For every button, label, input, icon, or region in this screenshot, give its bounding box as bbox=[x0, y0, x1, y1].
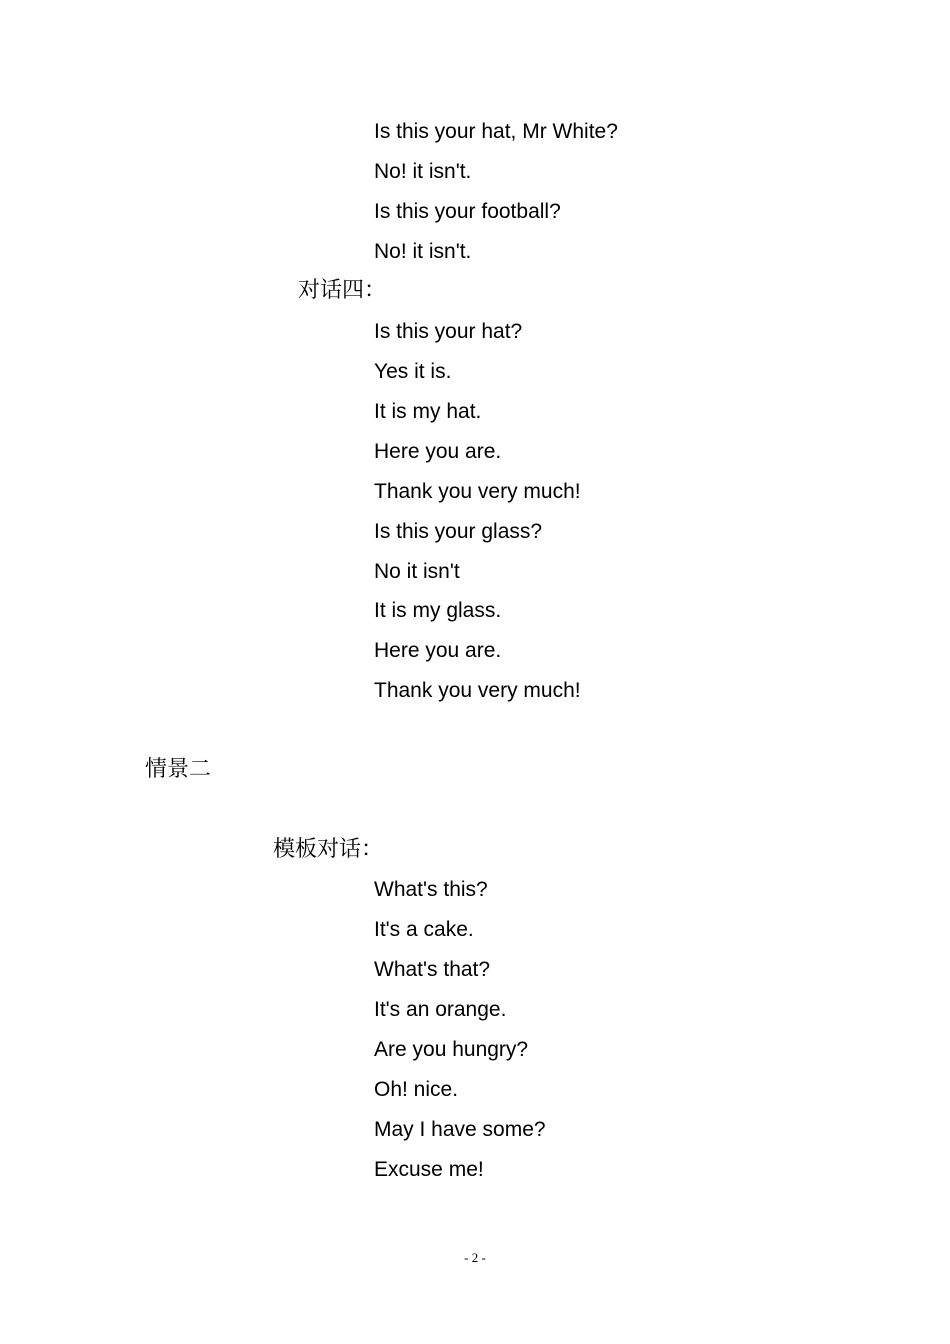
template-dialogue-heading: 模板对话： bbox=[273, 837, 384, 862]
dialogue-line: It is my hat. bbox=[374, 400, 482, 423]
dialogue-line: It's an orange. bbox=[374, 998, 507, 1021]
dialogue-line: Thank you very much! bbox=[374, 480, 581, 503]
dialogue-line: What's this? bbox=[374, 878, 488, 901]
dialogue-line: No it isn't bbox=[374, 560, 460, 583]
dialogue-line: Is this your hat, Mr White? bbox=[374, 120, 618, 143]
dialogue-line: Oh! nice. bbox=[374, 1078, 459, 1101]
scene-two-heading: 情景二 bbox=[145, 757, 212, 782]
dialogue-line: Here you are. bbox=[374, 440, 502, 463]
dialogue-line: Thank you very much! bbox=[374, 679, 581, 702]
dialogue-line: Excuse me! bbox=[374, 1158, 484, 1181]
dialogue-four-heading: 对话四： bbox=[298, 278, 387, 303]
dialogue-line: Is this your football? bbox=[374, 200, 561, 223]
dialogue-line: Is this your glass? bbox=[374, 520, 543, 543]
dialogue-line: What's that? bbox=[374, 958, 491, 981]
dialogue-line: It's a cake. bbox=[374, 918, 474, 941]
dialogue-line: No! it isn't. bbox=[374, 160, 472, 183]
dialogue-line: Is this your hat? bbox=[374, 320, 523, 343]
dialogue-line: Yes it is. bbox=[374, 360, 452, 383]
page-number: - 2 - bbox=[464, 1250, 486, 1265]
dialogue-line: Are you hungry? bbox=[374, 1038, 529, 1061]
dialogue-line: No! it isn't. bbox=[374, 240, 472, 263]
dialogue-line: It is my glass. bbox=[374, 599, 502, 622]
dialogue-line: Here you are. bbox=[374, 639, 502, 662]
dialogue-line: May I have some? bbox=[374, 1118, 546, 1141]
